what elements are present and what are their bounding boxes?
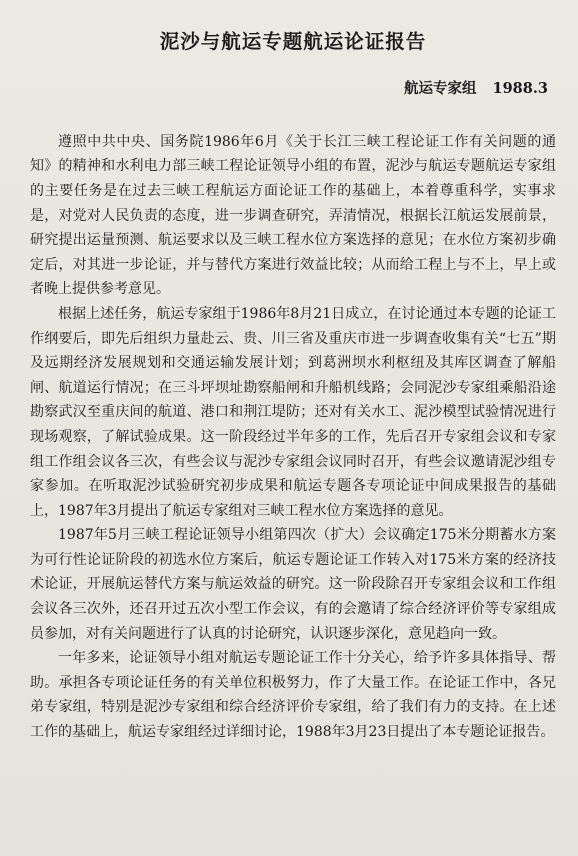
body-paragraph-4: 一年多来，论证领导小组对航运专题论证工作十分关心，给予许多具体指导、帮助。承担各专项论证任务的有关单位积极努力，作了大量工作。在论证工作中，各兄弟专家组，特别是泥沙专家组和综合经济评价专家组，给了我们有力的支持。在上述工作的基础上，航运专家组经过详细讨论，1988年3月23日提出了本专题论证报告。: [30, 650, 556, 741]
body-paragraph-3: 1987年5月三峡工程论证领导小组第四次（扩大）会议确定175米分期蓄水方案为可行性论证阶段的初选水位方案后，航运专题论证工作转入对175米方案的经济技术论证，开展航运替代方案与航运效益的研究。这一阶段除召开专家组会议和工作组会议各三次外，还召开过五次小型工作会议，有的会邀请了综合经济评价等专家组成员参加，对有关问题进行了认真的讨论研究，认识逐步深化，意见趋向一致。: [30, 527, 556, 642]
body-paragraph-2: 根据上述任务，航运专家组于1986年8月21日成立，在讨论通过本专题的论证工作纲要后，即先后组织力量赴云、贵、川三省及重庆市进一步调查收集有关“七五”期及远期经济发展规划和交通运输发展计划；到葛洲坝水利枢纽及其库区调查了解船闸、航道运行情况；在三斗坪坝址勘察船闸和升船机线路；会同泥沙专家组乘船沿途勘察武汉至重庆间的航道、港口和荆江堤防；还对有关水工、泥沙模型试验情况进行现场观察，了解试验成果。这一阶段经过半年多的工作，先后召开专家组会议和专家组工作组会议各三次，有些会议与泥沙专家组会议同时召开，有些会议邀请泥沙组专家参加。在听取泥沙试验研究初步成果和航运专题各专项论证中间成果报告的基础上，1987年3月提出了航运专家组对三峡工程水位方案选择的意见。: [30, 305, 556, 519]
author-group: 航运专家组: [404, 80, 477, 98]
body-paragraph-1: 遵照中共中央、国务院1986年6月《关于长江三峡工程论证工作有关问题的通知》的精神和水利电力部三峡工程论证领导小组的布置，泥沙与航运专题航运专家组的主要任务是在过去三峡工程航运方面论证工作的基础上，本着尊重科学，实事求是，对党对人民负责的态度，进一步调查研究，弄清情况，根据长江航运发展前景，研究提出运量预测、航运要求以及三峡工程水位方案选择的意见；在水位方案初步确定后，对其进一步论证，并与替代方案进行效益比较；从而给工程上与不上，早上或者晚上提供参考意见。: [30, 133, 556, 298]
byline: [30, 80, 548, 97]
report-title: 泥沙与航运专题航运论证报告: [159, 30, 427, 53]
report-date: 1988.3: [492, 80, 548, 98]
